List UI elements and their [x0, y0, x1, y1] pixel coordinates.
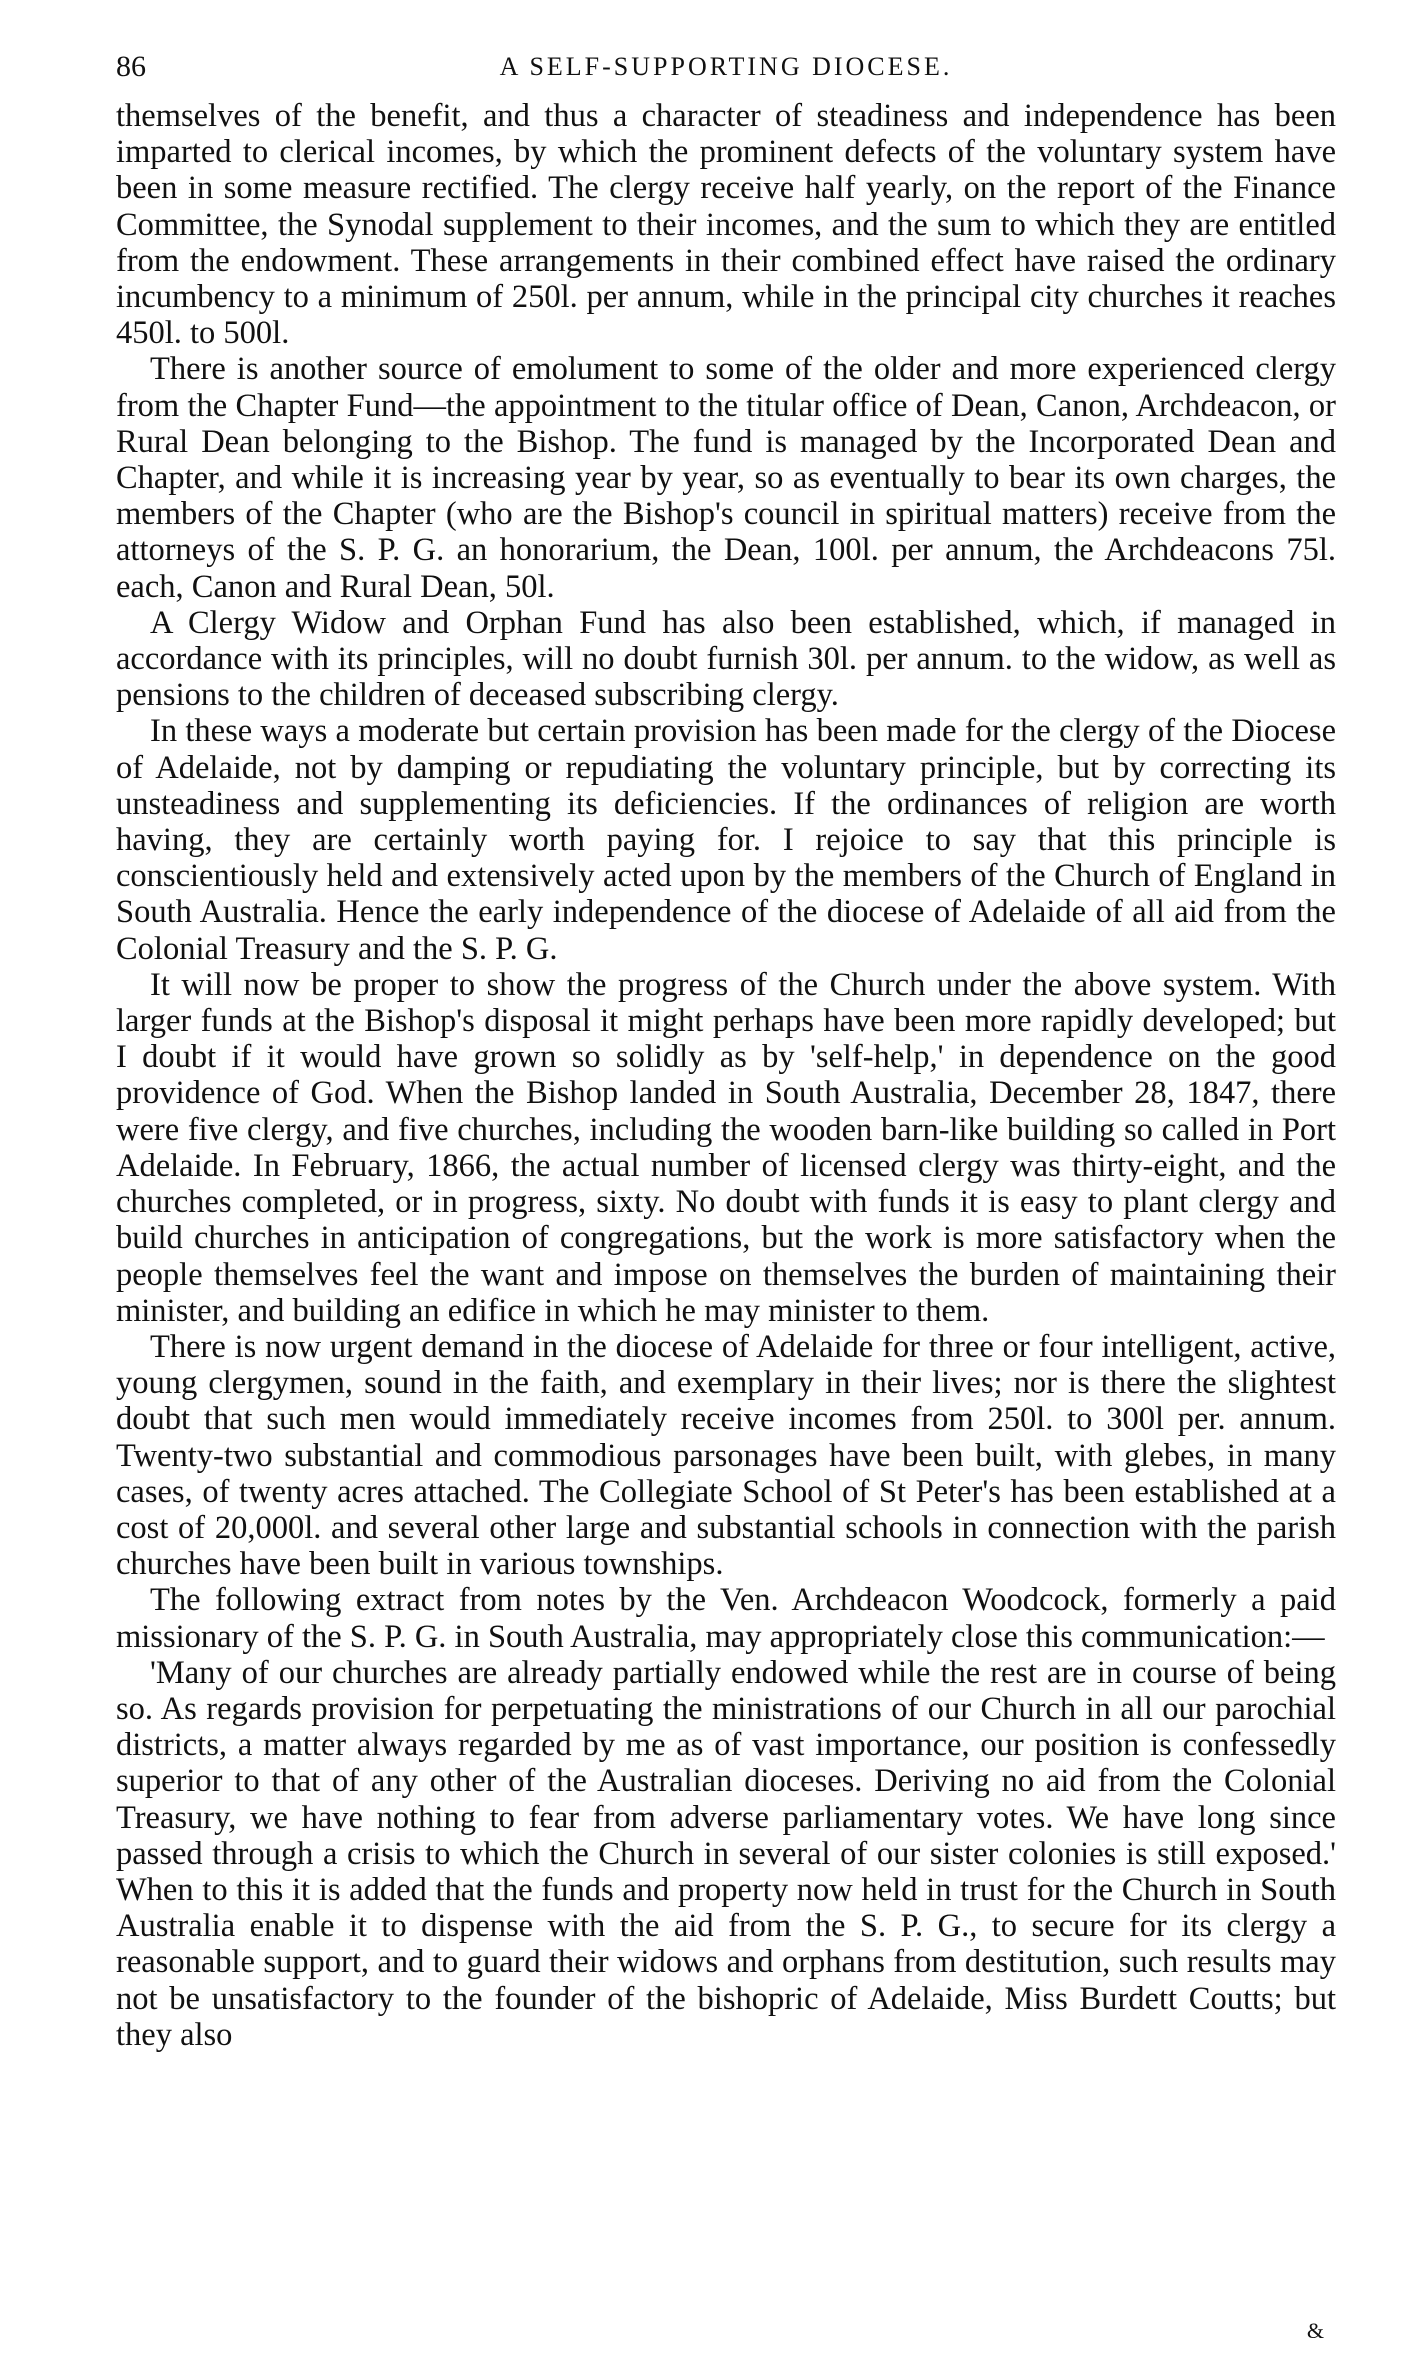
paragraph: themselves of the benefit, and thus a character of steadiness and independence has been imparted to clerical incomes, by which the prominent defects of the voluntary system have been in some measure rectified. The clergy receive half yearly, on the report of the Finance Committee, the Synodal supplement to their incomes, and the sum to which they are entitled from the endowment. These arrangements in their combined effect have raised the ordinary incumbency to a minimum of 250l. per annum, while in the principal city churches it reaches 450l. to 500l.: [116, 98, 1336, 352]
page-number: 86: [116, 50, 146, 83]
page-header: [116, 40, 1336, 98]
catchword: &: [1306, 2318, 1324, 2343]
paragraph: A Clergy Widow and Orphan Fund has also been established, which, if managed in accordance with its principles, will no doubt furnish 30l. per annum. to the widow, as well as pensions to the children of deceased subscribing clergy.: [116, 604, 1336, 714]
running-title: A SELF-SUPPORTING DIOCESE.: [499, 52, 953, 81]
body-text: [116, 98, 1336, 2053]
paragraph: There is another source of emolument to some of the older and more experienced clergy from the Chapter Fund—the appointment to the titular office of Dean, Canon, Archdeacon, or Rural Dean belonging to the Bishop. The fund is managed by the Incorporated Dean and Chapter, and while it is increasing year by year, so as eventually to bear its own charges, the members of the Chapter (who are the Bishop's council in spiritual matters) receive from the attorneys of the S. P. G. an honorarium, the Dean, 100l. per annum, the Archdeacons 75l. each, Canon and Rural Dean, 50l.: [116, 351, 1336, 605]
paragraph: There is now urgent demand in the diocese of Adelaide for three or four intelligent, active, young clergymen, sound in the faith, and exemplary in their lives; nor is there the slightest doubt that such men would immediately receive incomes from 250l. to 300l per. annum. Twenty-two substantial and commodious parsonages have been built, with glebes, in many cases, of twenty acres attached. The Collegiate School of St Peter's has been established at a cost of 20,000l. and several other large and substantial schools in connection with the parish churches have been built in various townships.: [116, 1328, 1336, 1583]
paragraph: The following extract from notes by the Ven. Archdeacon Woodcock, formerly a paid missionary of the S. P. G. in South Australia, may appropriately close this communication:—: [116, 1582, 1336, 1655]
paragraph: 'Many of our churches are already partially endowed while the rest are in course of being so. As regards provision for perpetuating the ministrations of our Church in all our parochial districts, a matter always regarded by me as of vast importance, our position is confessedly superior to that of any other of the Australian dioceses. Deriving no aid from the Colonial Treasury, we have nothing to fear from adverse parliamentary votes. We have long since passed through a crisis to which the Church in several of our sister colonies is still exposed.' When to this it is added that the funds and property now held in trust for the Church in South Australia enable it to dispense with the aid from the S. P. G., to secure for its clergy a reasonable support, and to guard their widows and orphans from destitution, such results may not be unsatisfactory to the founder of the bishopric of Adelaide, Miss Burdett Coutts; but they also: [116, 1654, 1336, 2053]
paragraph: It will now be proper to show the progress of the Church under the above system. With larger funds at the Bishop's disposal it might perhaps have been more rapidly developed; but I doubt if it would have grown so solidly as by 'self-help,' in dependence on the good providence of God. When the Bishop landed in South Australia, December 28, 1847, there were five clergy, and five churches, including the wooden barn-like building so called in Port Adelaide. In February, 1866, the actual number of licensed clergy was thirty-eight, and the churches completed, or in progress, sixty. No doubt with funds it is easy to plant clergy and build churches in anticipation of congregations, but the work is more satisfactory when the people themselves feel the want and impose on themselves the burden of maintaining their minister, and building an edifice in which he may minister to them.: [116, 966, 1336, 1329]
paragraph: In these ways a moderate but certain provision has been made for the clergy of the Diocese of Adelaide, not by damping or repudiating the voluntary principle, but by correcting its unsteadiness and supplementing its deficiencies. If the ordinances of religion are worth having, they are certainly worth paying for. I rejoice to say that this principle is conscientiously held and extensively acted upon by the members of the Church of England in South Australia. Hence the early independence of the diocese of Adelaide of all aid from the Colonial Treasury and the S. P. G.: [116, 713, 1336, 967]
